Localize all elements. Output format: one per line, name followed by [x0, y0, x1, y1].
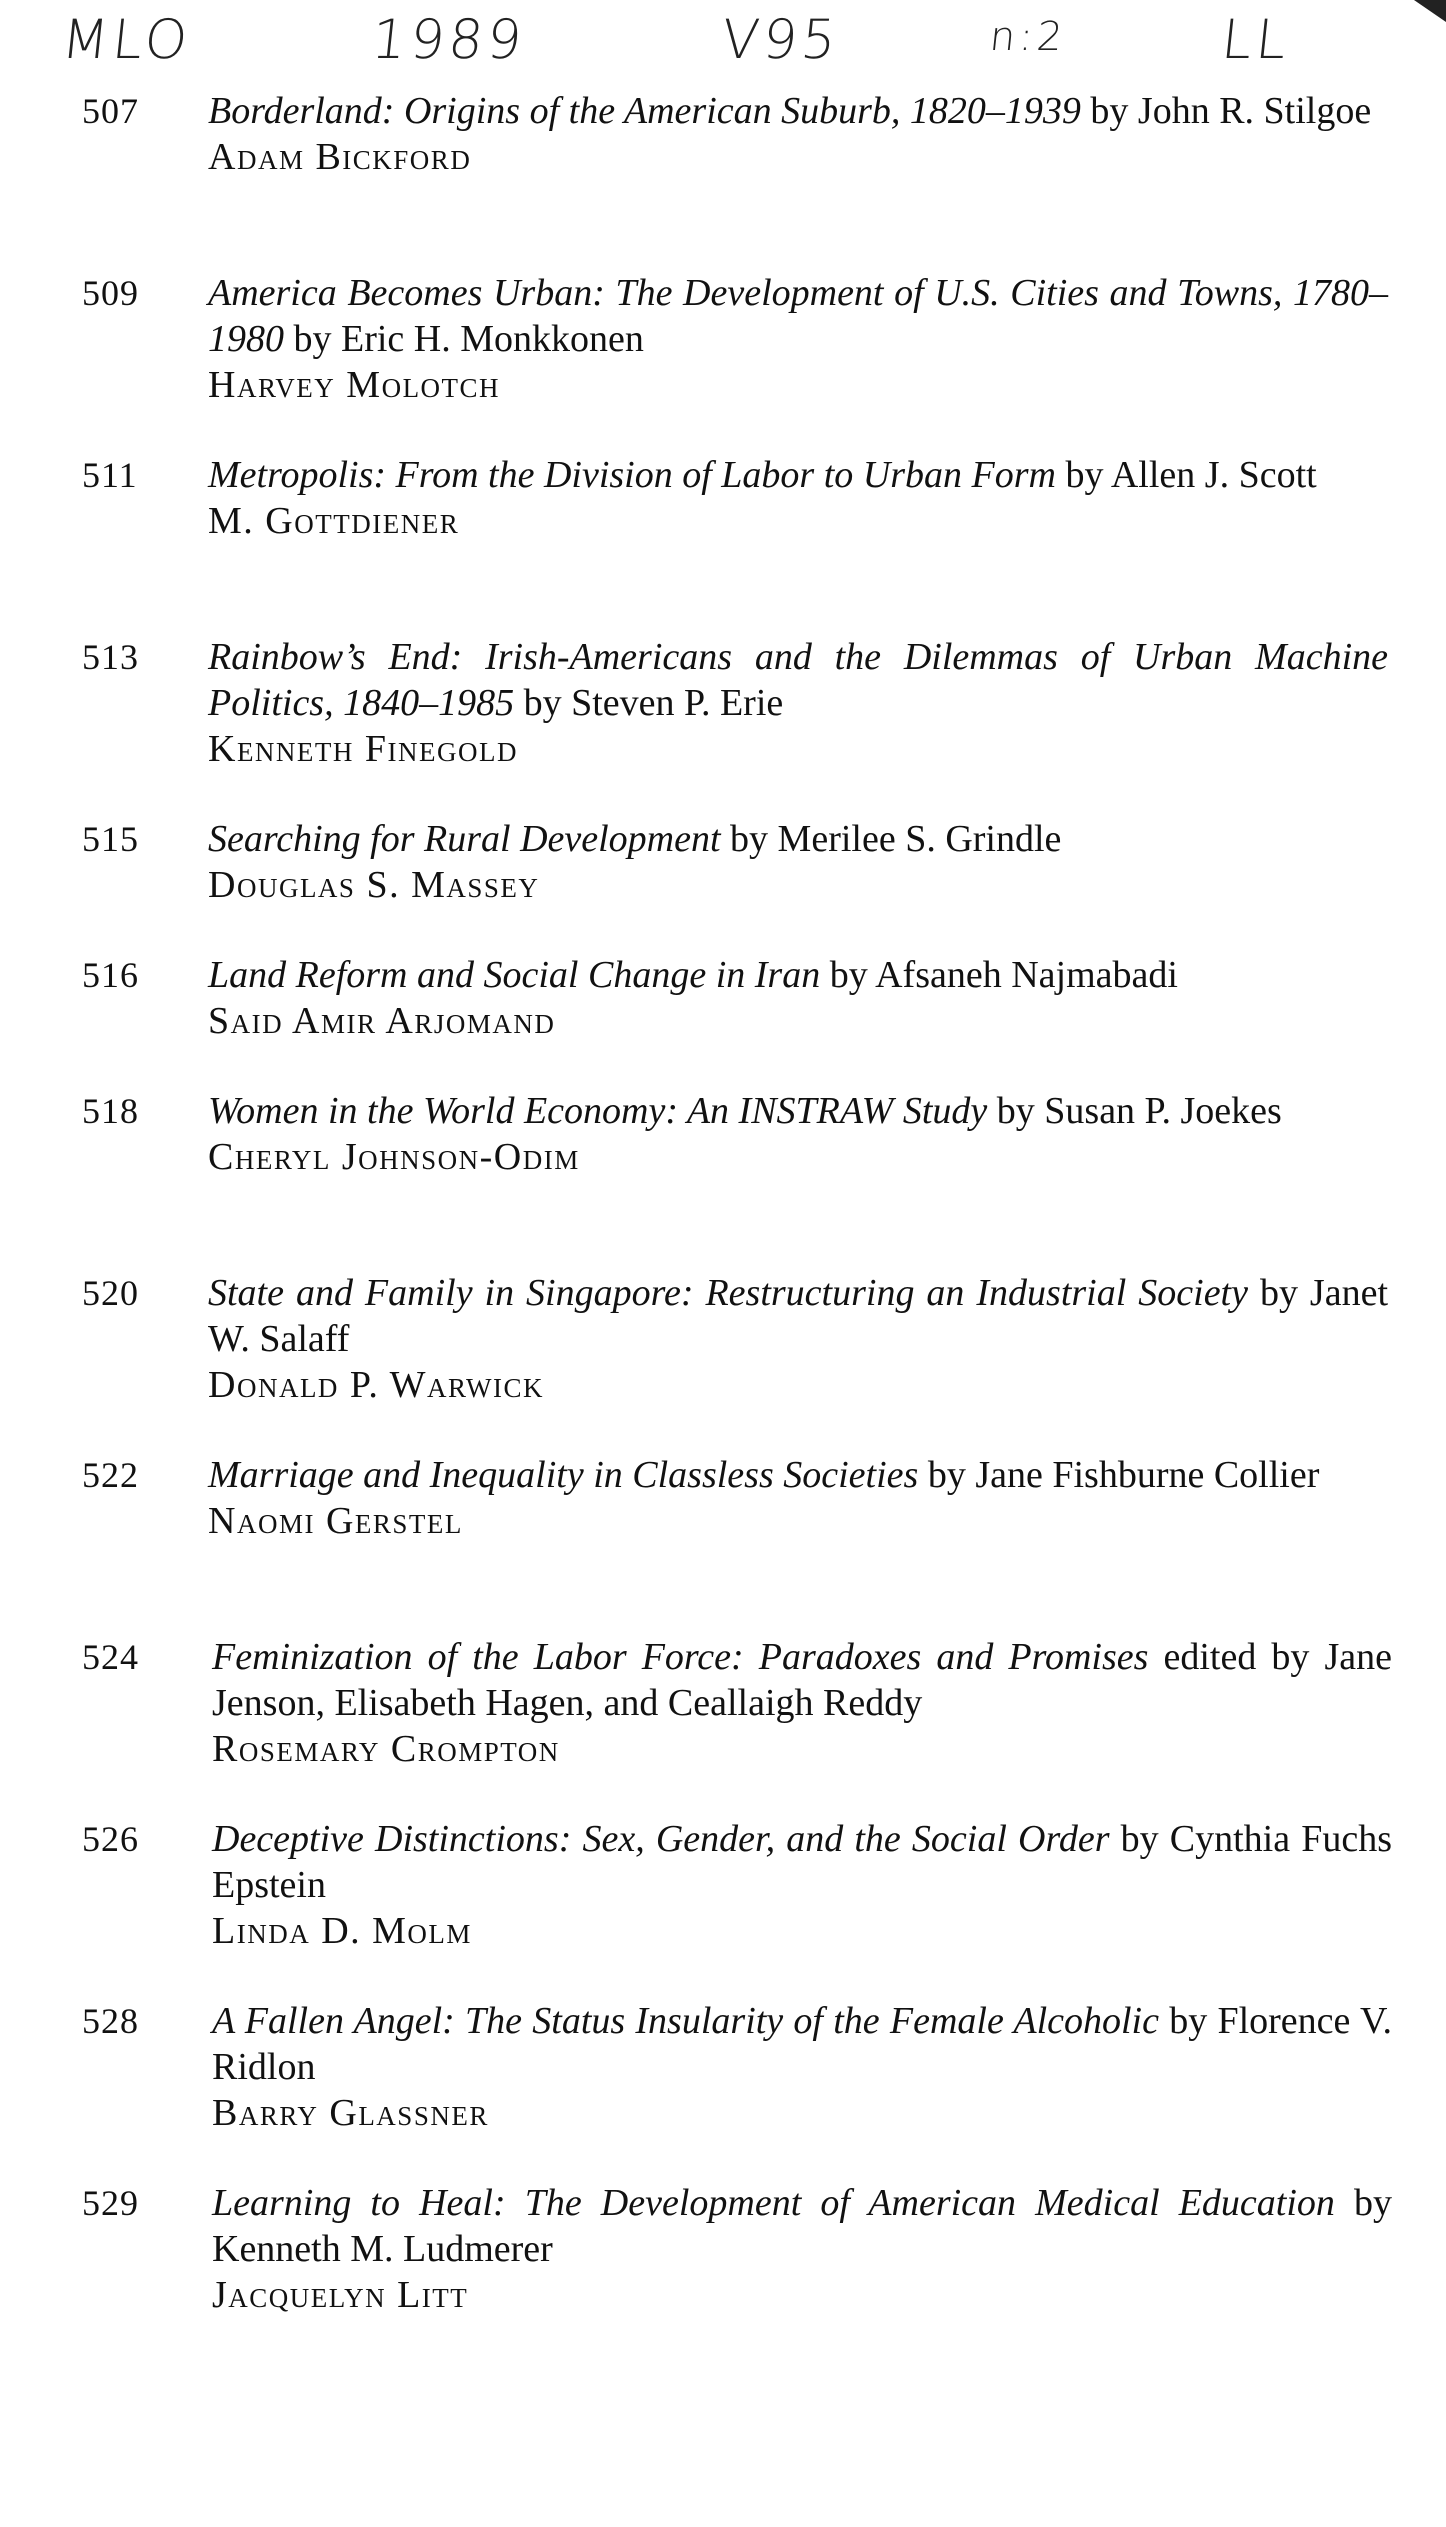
entry-body [208, 1088, 1388, 1180]
reviewer-name: Said Amir Arjomand [208, 1000, 556, 1042]
book-title: A Fallen Angel: The Status Insularity of the Female Alcoholic [212, 2000, 1159, 2042]
book-citation [208, 454, 1317, 496]
book-author: by Florence V. Ridlon [212, 2000, 1392, 2088]
book-title: Deceptive Distinctions: Sex, Gender, and the Social Order [212, 1818, 1110, 1860]
reviewer-name: Donald P. Warwick [208, 1364, 545, 1406]
book-author: by Steven P. Erie [514, 682, 784, 724]
page-number: 518 [82, 1091, 139, 1131]
book-citation [208, 818, 1061, 860]
page-number: 526 [82, 1819, 139, 1859]
book-title: Rainbow’s End: Irish-Americans and the Dilemmas of Urban Machine Politics, 1840–1985 [208, 636, 1388, 724]
handwritten-header [0, 8, 1446, 88]
reviewer-name: Barry Glassner [212, 2092, 489, 2134]
reviewer-name: Jacquelyn Litt [212, 2274, 469, 2316]
book-title: Marriage and Inequality in Classless Societies [208, 1454, 919, 1496]
reviewer-name: Harvey Molotch [208, 364, 501, 406]
page-number: 515 [82, 819, 139, 859]
book-citation [208, 954, 1178, 996]
handwritten-note: n:2 [987, 14, 1069, 60]
entry-body [212, 1816, 1392, 1954]
entry-body [208, 88, 1388, 180]
book-title: State and Family in Singapore: Restructuring an Industrial Society [208, 1272, 1248, 1314]
reviewer-name: Cheryl Johnson-Odim [208, 1136, 580, 1178]
entry-body [212, 1634, 1392, 1772]
book-author: by Afsaneh Najmabadi [820, 954, 1178, 996]
book-citation [208, 1272, 1388, 1360]
handwritten-note: MLO [58, 8, 195, 71]
book-author: by Jane Fishburne Collier [918, 1454, 1320, 1496]
book-citation [208, 90, 1371, 132]
page-number: 520 [82, 1273, 139, 1313]
book-citation [208, 636, 1388, 724]
page-number: 516 [82, 955, 139, 995]
book-title: America Becomes Urban: The Development of U.S. Cities and Towns, 1780–1980 [208, 272, 1388, 360]
entry-body [208, 452, 1388, 544]
book-author: edited by Jane Jenson, Elisabeth Hagen, and Ceallaigh Reddy [212, 1636, 1392, 1724]
book-author: by Susan P. Joekes [987, 1090, 1282, 1132]
handwritten-note: 1989 [368, 8, 529, 71]
book-title: Women in the World Economy: An INSTRAW Study [208, 1090, 988, 1132]
entry-body [208, 634, 1388, 772]
page-number: 528 [82, 2001, 139, 2041]
reviewer-name: Rosemary Crompton [212, 1728, 560, 1770]
book-citation [208, 272, 1388, 360]
page-number: 529 [82, 2183, 139, 2223]
reviewer-name: Kenneth Finegold [208, 728, 519, 770]
reviewer-name: M. Gottdiener [208, 500, 460, 542]
handwritten-note: V95 [718, 8, 843, 71]
book-citation [212, 1818, 1392, 1906]
book-author: by Allen J. Scott [1055, 454, 1317, 496]
book-title: Metropolis: From the Division of Labor to Urban Form [208, 454, 1056, 496]
entry-body [212, 1998, 1392, 2136]
scan-edge-mark [1406, 0, 1446, 22]
book-title: Borderland: Origins of the American Suburb, 1820–1939 [208, 90, 1081, 132]
book-author: by John R. Stilgoe [1080, 90, 1372, 132]
book-author: by Eric H. Monkkonen [284, 318, 644, 360]
book-citation [208, 1090, 1282, 1132]
reviewer-name: Linda D. Molm [212, 1910, 472, 1952]
page-number: 522 [82, 1455, 139, 1495]
page-number: 509 [82, 273, 139, 313]
book-title: Land Reform and Social Change in Iran [208, 954, 821, 996]
book-title: Searching for Rural Development [208, 818, 721, 860]
book-author: by Janet W. Salaff [208, 1272, 1388, 1360]
entry-body [208, 1452, 1388, 1544]
entry-body [208, 1270, 1388, 1408]
handwritten-note: LL [1218, 8, 1294, 71]
reviewer-name: Adam Bickford [208, 136, 472, 178]
book-citation [208, 1454, 1319, 1496]
page-number: 511 [82, 455, 138, 495]
book-title: Learning to Heal: The Development of American Medical Education [212, 2182, 1335, 2224]
reviewer-name: Naomi Gerstel [208, 1500, 463, 1542]
reviewer-name: Douglas S. Massey [208, 864, 540, 906]
book-title: Feminization of the Labor Force: Paradoxes and Promises [212, 1636, 1149, 1678]
page-number: 513 [82, 637, 139, 677]
page-number: 524 [82, 1637, 139, 1677]
entry-body [208, 816, 1388, 908]
page-number: 507 [82, 91, 139, 131]
book-author: by Kenneth M. Ludmerer [212, 2182, 1393, 2270]
book-citation [212, 1636, 1392, 1724]
book-author: by Merilee S. Grindle [720, 818, 1062, 860]
entry-body [208, 270, 1388, 408]
book-citation [212, 2000, 1392, 2088]
entry-body [208, 952, 1388, 1044]
entry-body [212, 2180, 1392, 2318]
book-citation [212, 2182, 1392, 2270]
book-author: by Cynthia Fuchs Epstein [212, 1818, 1392, 1906]
